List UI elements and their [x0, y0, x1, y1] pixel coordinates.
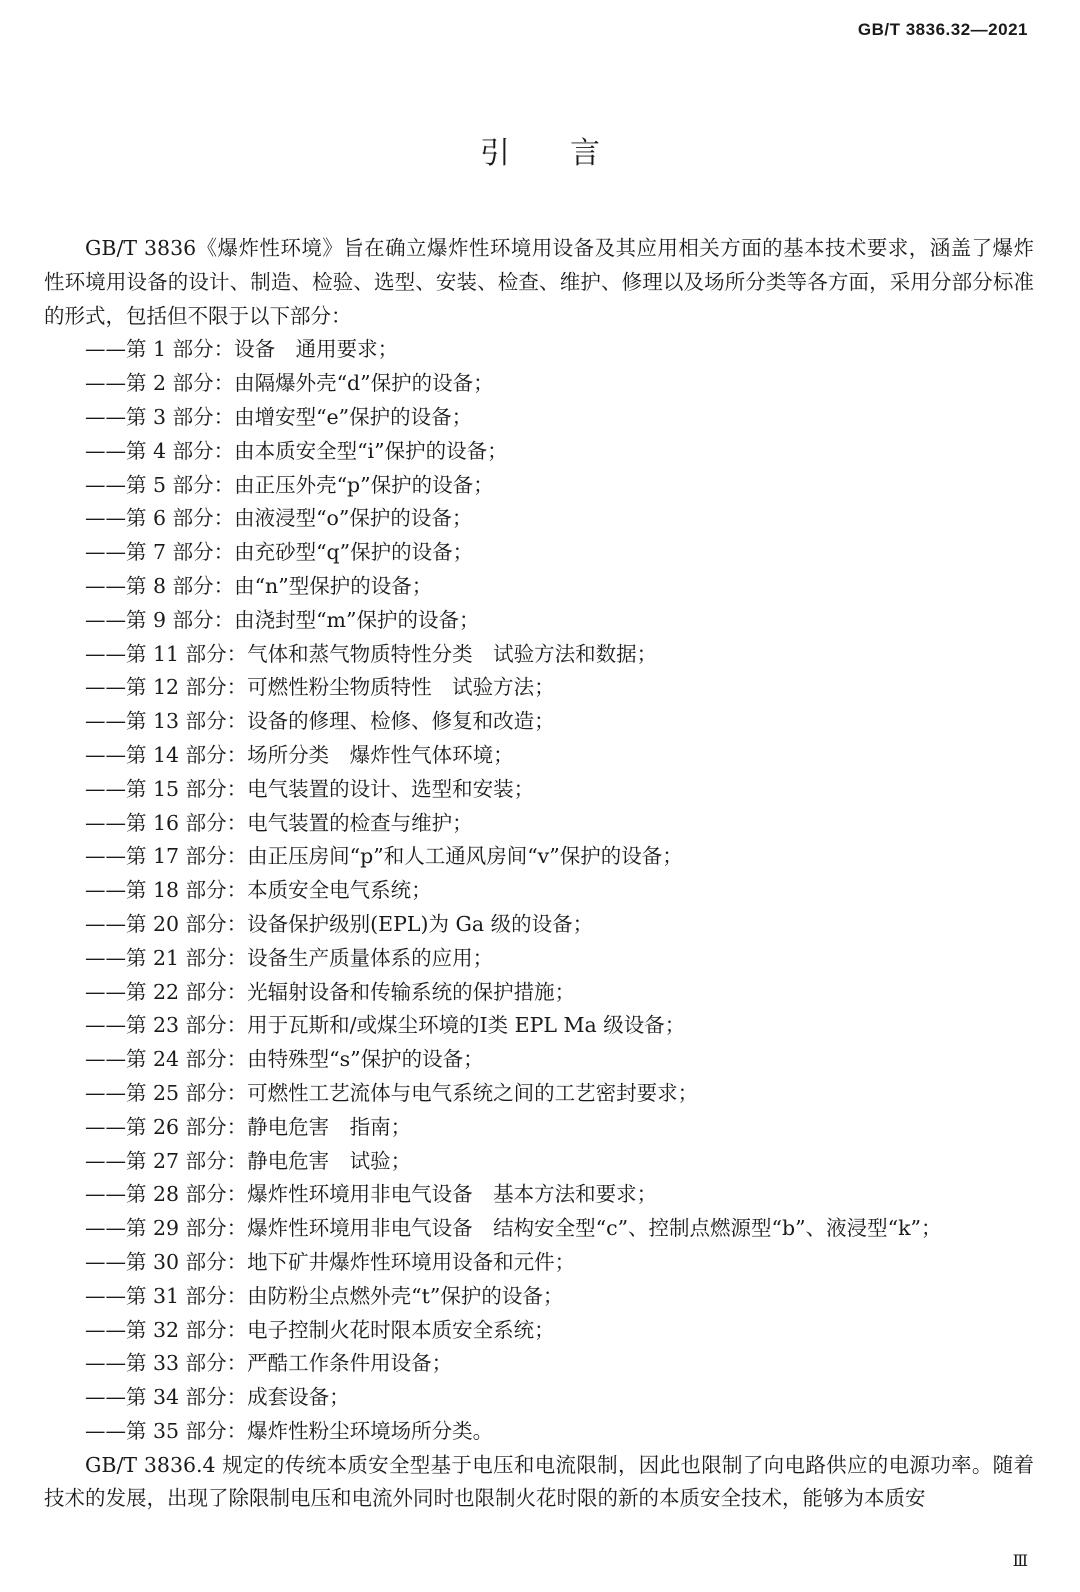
list-item: ——第 15 部分：电气装置的设计、选型和安装； [85, 776, 535, 801]
list-item: ——第 3 部分：由增安型“e”保护的设备； [85, 404, 473, 429]
list-item: ——第 17 部分：由正压房间“p”和人工通风房间“v”保护的设备； [85, 844, 683, 869]
list-item: ——第 24 部分：由特殊型“s”保护的设备； [85, 1047, 484, 1072]
list-item: ——第 9 部分：由浇封型“m”保护的设备； [85, 607, 480, 632]
parts-list [44, 333, 1034, 1448]
list-item: ——第 16 部分：电气装置的检查与维护； [85, 810, 473, 835]
list-item: ——第 12 部分：可燃性粉尘物质特性 试验方法； [85, 675, 555, 700]
list-item: ——第 22 部分：光辐射设备和传输系统的保护措施； [85, 979, 576, 1004]
list-item: ——第 28 部分：爆炸性环境用非电气设备 基本方法和要求； [85, 1182, 658, 1207]
list-item: ——第 32 部分：电子控制火花时限本质安全系统； [85, 1317, 555, 1342]
list-item: ——第 2 部分：由隔爆外壳“d”保护的设备； [85, 371, 494, 396]
page-title: 引言 [480, 136, 660, 171]
list-item: ——第 8 部分：由“n”型保护的设备； [85, 573, 433, 598]
closing-paragraph: GB/T 3836.4 规定的传统本质安全型基于电压和电流限制，因此也限制了向电路供应的电源功率。随着技术的发展，出现了除限制电压和电流外同时也限制火花时限的新的本质安全技术，能够为本质安 [44, 1452, 1034, 1511]
list-item: ——第 29 部分：爆炸性环境用非电气设备 结构安全型“c”、控制点燃源型“b”、液浸型“k”； [85, 1216, 942, 1241]
list-item: ——第 27 部分：静电危害 试验； [85, 1148, 412, 1173]
list-item: ——第 31 部分：由防粉尘点燃外壳“t”保护的设备； [85, 1283, 564, 1308]
intro-paragraph: GB/T 3836《爆炸性环境》旨在确立爆炸性环境用设备及其应用相关方面的基本技术要求，涵盖了爆炸性环境用设备的设计、制造、检验、选型、安装、检查、维护、修理以及场所分类等各方面，采用分部分标准的形式，包括但不限于以下部分： [44, 236, 1034, 328]
list-item: ——第 13 部分：设备的修理、检修、修复和改造； [85, 709, 555, 734]
list-item: ——第 4 部分：由本质安全型“i”保护的设备； [85, 438, 508, 463]
list-item: ——第 20 部分：设备保护级别(EPL)为 Ga 级的设备； [85, 911, 594, 936]
list-item: ——第 30 部分：地下矿井爆炸性环境用设备和元件； [85, 1249, 576, 1274]
list-item: ——第 34 部分：成套设备； [85, 1385, 350, 1410]
list-item: ——第 18 部分：本质安全电气系统； [85, 878, 432, 903]
list-item: ——第 35 部分：爆炸性粉尘环境场所分类。 [85, 1418, 494, 1443]
list-item: ——第 25 部分：可燃性工艺流体与电气系统之间的工艺密封要求； [85, 1080, 699, 1105]
list-item: ——第 7 部分：由充砂型“q”保护的设备； [85, 540, 474, 565]
standard-code: GB/T 3836.32—2021 [857, 20, 1028, 39]
list-item: ——第 5 部分：由正压外壳“p”保护的设备； [85, 472, 494, 497]
list-item: ——第 33 部分：严酷工作条件用设备； [85, 1351, 453, 1376]
list-item: ——第 14 部分：场所分类 爆炸性气体环境； [85, 742, 514, 767]
list-item: ——第 23 部分：用于瓦斯和/或煤尘环境的Ⅰ类 EPL Ma 级设备； [85, 1013, 686, 1038]
page-number: Ⅲ [1012, 1551, 1028, 1570]
list-item: ——第 11 部分：气体和蒸气物质特性分类 试验方法和数据； [85, 641, 658, 666]
list-item: ——第 1 部分：设备 通用要求； [85, 337, 399, 362]
document-body [44, 232, 1034, 1516]
list-item: ——第 6 部分：由液浸型“o”保护的设备； [85, 506, 473, 531]
list-item: ——第 21 部分：设备生产质量体系的应用； [85, 945, 494, 970]
list-item: ——第 26 部分：静电危害 指南； [85, 1114, 412, 1139]
